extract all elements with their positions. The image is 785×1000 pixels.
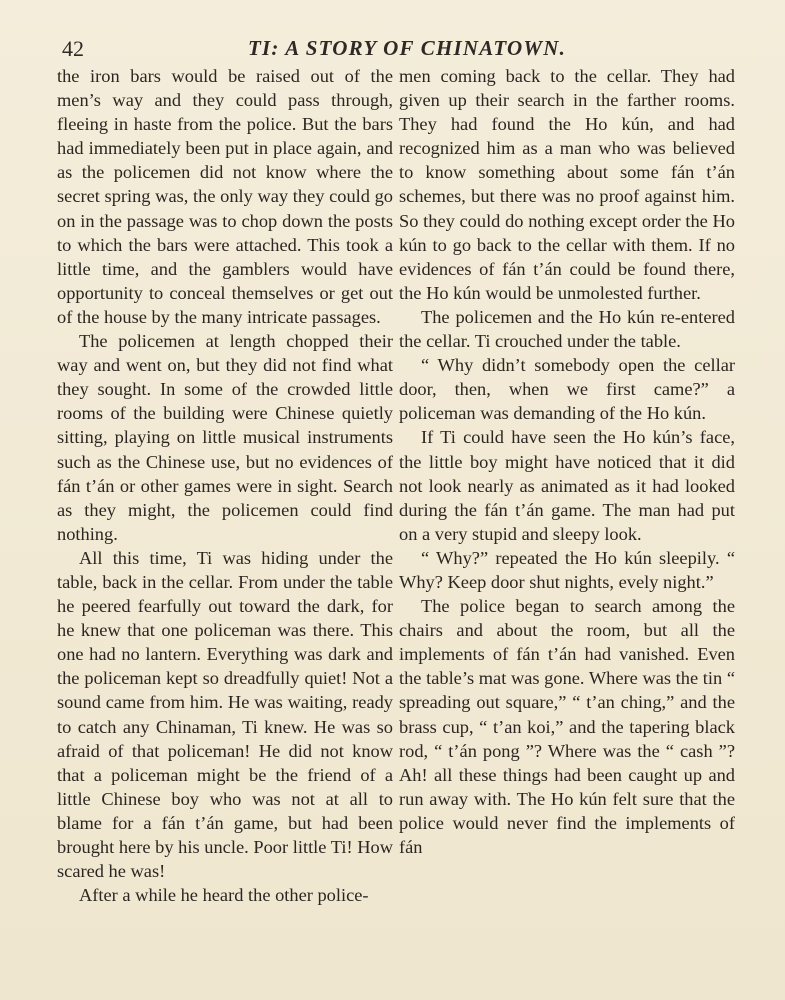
paragraph: men coming back to the cellar. They had given up their search in the farther rooms. They had found the Ho kún, and had recognized him as a man who was believed to know something about some fán t’án schemes, but there was no proof against him. So they could do nothing except order the Ho kún to go back to the cellar with them. If no evidences of fán t’án could be found there, the Ho kún would be unmolested further.	[399, 66, 735, 303]
paragraph: The policemen at length chopped their way and went on, but they did not find what they sought. In some of the crowded little rooms of the building were Chinese quietly sitting, playing on little musical instruments such as the Chinese use, but no evidences of fán t’án or other games were in sight. Search as they might, the policemen could find nothing.	[57, 331, 393, 544]
paragraph: “ Why didn’t somebody open the cellar door, then, when we first came?” a policeman was demanding of the Ho kún.	[399, 355, 735, 424]
paragraph: The policemen and the Ho kún re-entered the cellar. Ti crouched under the table.	[399, 306, 735, 352]
paragraph: “ Why?” repeated the Ho kún sleepily. “ Why? Keep door shut nights, evely night.”	[399, 547, 735, 592]
right-text-column	[399, 64, 735, 859]
paragraph: The police began to search among the chairs and about the room, but all the implements of fán t’án had vanished. Even the table’s mat was gone. Where was the tin “ spreading out square,” “ t’an ching,” and the brass cup, “ t’an koi,” and the tapering black rod, “ t’án pong ”? Where was the “ cash ”? Ah! all these things had been caught up and run away with. The Ho kún felt sure that the police would never find the implements of fán	[399, 596, 735, 857]
paragraph: After a while he heard the other police-	[79, 885, 369, 906]
page-header	[62, 36, 752, 66]
paragraph: the iron bars would be raised out of the men’s way and they could pass through, fleeing in haste from the police. But the bars had immediately been put in place again, and as the policemen did not know where the secret spring was, the only way they could go on in the passage was to chop down the posts to which the bars were attached. This took a little time, and the gamblers would have opportunity to conceal themselves or get out of the house by the many intricate passages.	[57, 66, 393, 327]
paragraph: All this time, Ti was hiding under the table, back in the cellar. From under the table he peered fearfully out toward the dark, for he knew that one policeman was there. This one had no lantern. Everything was dark and the policeman kept so dreadfully quiet! Not a sound came from him. He was waiting, ready to catch any Chinaman, Ti knew. He was so afraid of that policeman! He did not know that a policeman might be the friend of a little Chinese boy who was not at all to blame for a fán t’án game, but had been brought here by his uncle. Poor little Ti! How scared he was!	[57, 547, 393, 882]
page-number: 42	[62, 36, 84, 61]
running-title: TI: A STORY OF CHINATOWN.	[247, 36, 567, 60]
paragraph: If Ti could have seen the Ho kún’s face, the little boy might have noticed that it did not look nearly as animated as it had looked during the fán t’án game. The man had put on a very stupid and sleepy look.	[399, 427, 735, 544]
left-text-column	[57, 64, 393, 907]
